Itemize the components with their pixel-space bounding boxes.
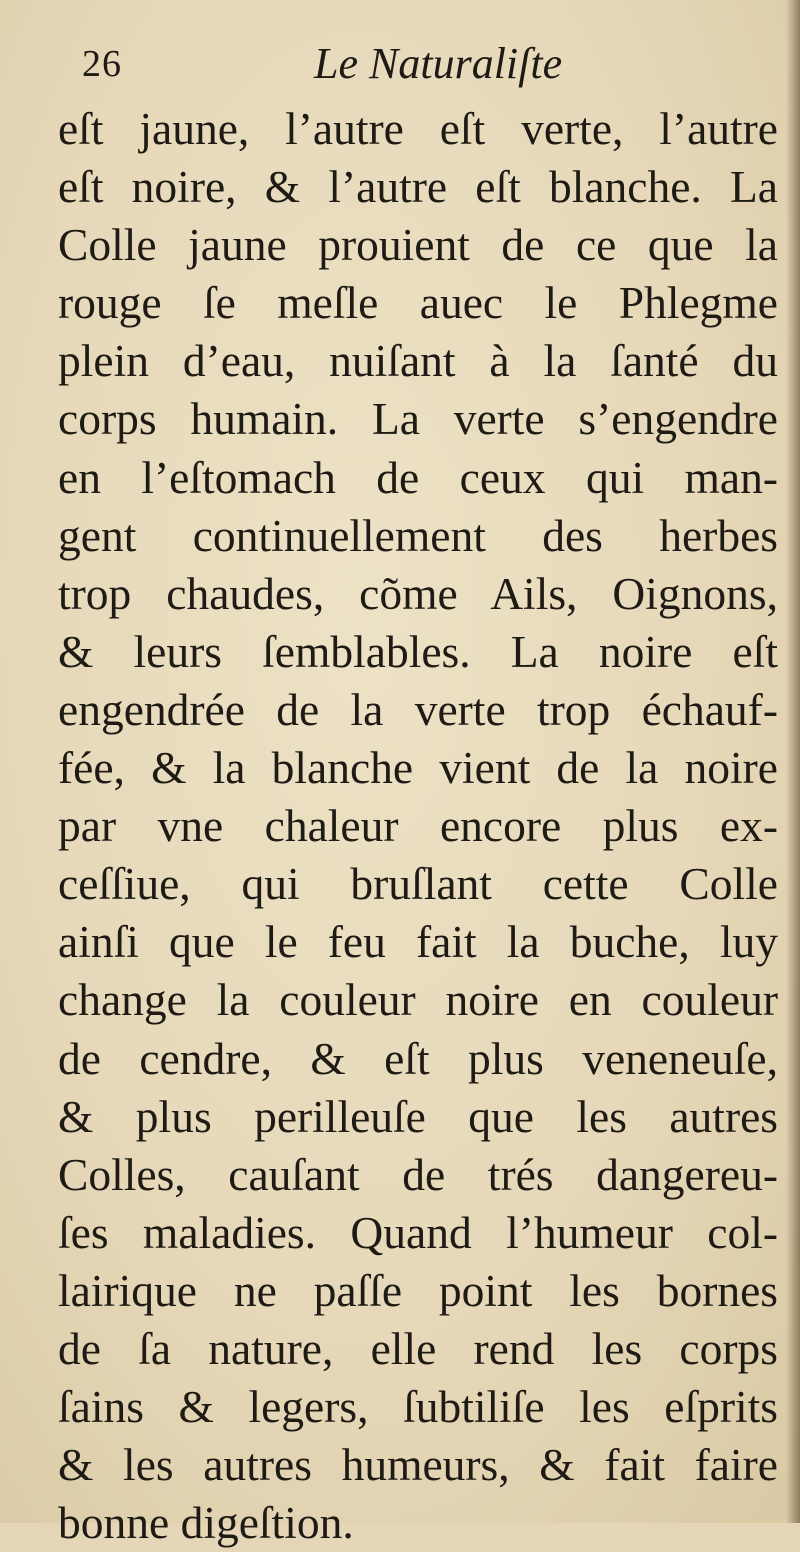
page-number: 26 xyxy=(82,43,122,85)
text-line: & leurs ſemblables. La noire eſt xyxy=(58,625,778,677)
text-line-last: bonne digeſtion. xyxy=(58,1497,354,1549)
text-line: ceſſiue, qui bruſlant cette Colle xyxy=(58,858,778,910)
text-line: engendrée de la verte trop échauf- xyxy=(58,683,778,735)
text-line: trop chaudes, cõme Ails, Oignons, xyxy=(58,567,778,619)
text-line: de cendre, & eſt plus veneneuſe, xyxy=(58,1032,778,1084)
text-line: plein d’eau, nuiſant à la ſanté du xyxy=(58,335,778,387)
text-line: fée, & la blanche vient de la noire xyxy=(58,742,778,794)
text-line: gent continuellement des herbes xyxy=(58,509,778,561)
text-line: Colle jaune prouient de ce que la xyxy=(58,219,778,271)
text-line: par vne chaleur encore plus ex- xyxy=(58,800,778,852)
text-line: rouge ſe meſle auec le Phlegme xyxy=(58,277,778,329)
text-line: ſains & legers, ſubtiliſe les eſprits xyxy=(58,1381,778,1433)
text-line: lairique ne paſſe point les bornes xyxy=(58,1264,778,1316)
text-line: & plus perilleuſe que les autres xyxy=(58,1090,778,1142)
page-header xyxy=(82,36,782,96)
text-line: change la couleur noire en couleur xyxy=(58,974,778,1026)
page-edge-shadow xyxy=(786,0,800,1523)
text-line: corps humain. La verte s’engendre xyxy=(58,393,778,445)
text-line: en l’eſtomach de ceux qui man- xyxy=(58,451,778,503)
text-line: ainſi que le feu fait la buche, luy xyxy=(58,916,778,968)
running-title: Le Naturaliſte xyxy=(314,39,563,88)
text-line: eſt noire, & l’autre eſt blanche. La xyxy=(58,161,778,213)
text-line: & les autres humeurs, & fait faire xyxy=(58,1439,778,1491)
body-text xyxy=(58,100,778,1552)
text-line: eſt jaune, l’autre eſt verte, l’autre xyxy=(58,103,778,154)
text-line: de ſa nature, elle rend les corps xyxy=(58,1322,778,1374)
text-line: Colles, cauſant de trés dangereu- xyxy=(58,1148,778,1200)
text-line: ſes maladies. Quand l’humeur col- xyxy=(58,1206,778,1258)
